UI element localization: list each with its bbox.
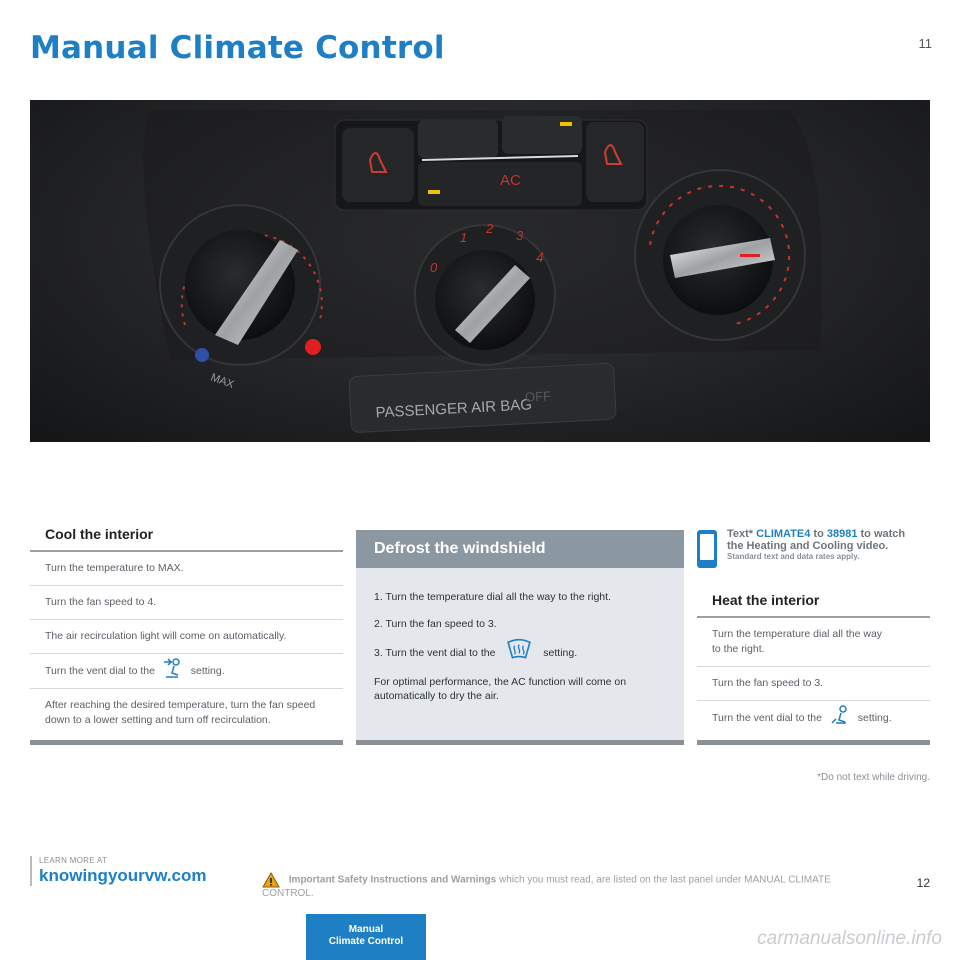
heat-heading: Heat the interior [697, 586, 930, 618]
defrost-section [356, 530, 684, 745]
learn-more-label: LEARN MORE AT [39, 856, 108, 865]
defrost-heading: Defrost the windshield [356, 530, 684, 568]
cool-heading: Cool the interior [30, 520, 343, 552]
defrost-step-3-setting: setting. [543, 646, 578, 659]
defrost-note: For optimal performance, the AC function will come on automatically to dry the air. [374, 676, 627, 702]
airbag-state: OFF [524, 388, 552, 405]
cool-step: The air recirculation light will come on automatically. [30, 620, 343, 654]
page-number-top: 11 [918, 36, 932, 51]
defrost-bottom-bar [356, 740, 684, 745]
promo-to: to [813, 528, 824, 540]
cool-step-vent [30, 654, 343, 689]
phone-icon [697, 530, 717, 568]
vent-mode-dial [635, 170, 805, 340]
promo-text-after: to watch [860, 528, 906, 540]
promo-text: Text* [727, 528, 754, 540]
website-link[interactable]: knowingyourvw.com [39, 866, 207, 885]
climate-panel-photo [30, 100, 930, 442]
ac-button-label: AC [500, 172, 521, 189]
fan-label-3: 3 [516, 228, 524, 243]
cool-step: Turn the fan speed to 4. [30, 586, 343, 620]
cool-interior-section [30, 520, 343, 745]
learn-more-block [30, 856, 207, 886]
heat-step-vent [697, 701, 930, 735]
floor-defrost-vent-icon [829, 704, 851, 726]
cool-bottom-bar [30, 740, 343, 745]
defrost-step-1: 1. Turn the temperature dial all the way to the right. [374, 591, 611, 603]
section-tab-line-2: Climate Control [328, 936, 404, 947]
promo-number: 38981 [826, 528, 858, 540]
passenger-airbag-indicator [349, 363, 617, 433]
cool-vent-text: Turn the vent dial to the [45, 664, 155, 677]
page-number-bottom: 12 [916, 876, 930, 890]
heat-vent-text: Turn the vent dial to the [712, 711, 822, 724]
promo-line-2: the Heating and Cooling video. [727, 540, 889, 552]
fan-label-4: 4 [536, 249, 544, 265]
cool-step: Turn the temperature to MAX. [30, 552, 343, 586]
cool-vent-setting: setting. [190, 664, 225, 677]
warning-icon [262, 872, 280, 888]
fan-label-2: 2 [486, 221, 494, 236]
fan-label-0: 0 [430, 260, 438, 275]
windshield-defrost-icon [502, 638, 536, 662]
airbag-label: PASSENGER AIR BAG [375, 396, 533, 422]
heat-bottom-bar [697, 740, 930, 745]
watermark: carmanualsonline.info [757, 928, 942, 949]
safety-title: Important Safety Instructions and Warnings [288, 874, 497, 886]
defrost-step-3 [374, 644, 666, 662]
temperature-dial [160, 205, 322, 391]
text-promo [697, 528, 930, 572]
safety-notice [262, 872, 882, 899]
heat-step: Turn the temperature dial all the way to the right. [697, 618, 930, 667]
defrost-step-2: 2. Turn the fan speed to 3. [374, 618, 497, 630]
heat-vent-setting: setting. [857, 711, 892, 724]
defrost-step-3-text: 3. Turn the vent dial to the [374, 646, 496, 659]
promo-note: Standard text and data rates apply. [727, 552, 860, 561]
heat-step: Turn the fan speed to 3. [697, 667, 930, 701]
cool-step: After reaching the desired temperature, turn the fan speed down to a lower setting and turn off recirculation. [45, 699, 316, 726]
promo-keyword: CLIMATE4 [756, 528, 811, 540]
safety-text: which you must read, are listed on the last panel under MANUAL CLIMATE CONTROL. [262, 874, 831, 899]
temp-max-label: MAX [208, 371, 236, 391]
fan-label-1: 1 [460, 230, 468, 245]
section-tab-line-1: Manual [348, 924, 384, 935]
footnote: *Do not text while driving. [817, 772, 930, 783]
section-tab[interactable] [306, 914, 426, 960]
heat-interior-section [697, 528, 930, 745]
face-vent-icon [162, 657, 184, 679]
page-title: Manual Climate Control [30, 30, 445, 66]
